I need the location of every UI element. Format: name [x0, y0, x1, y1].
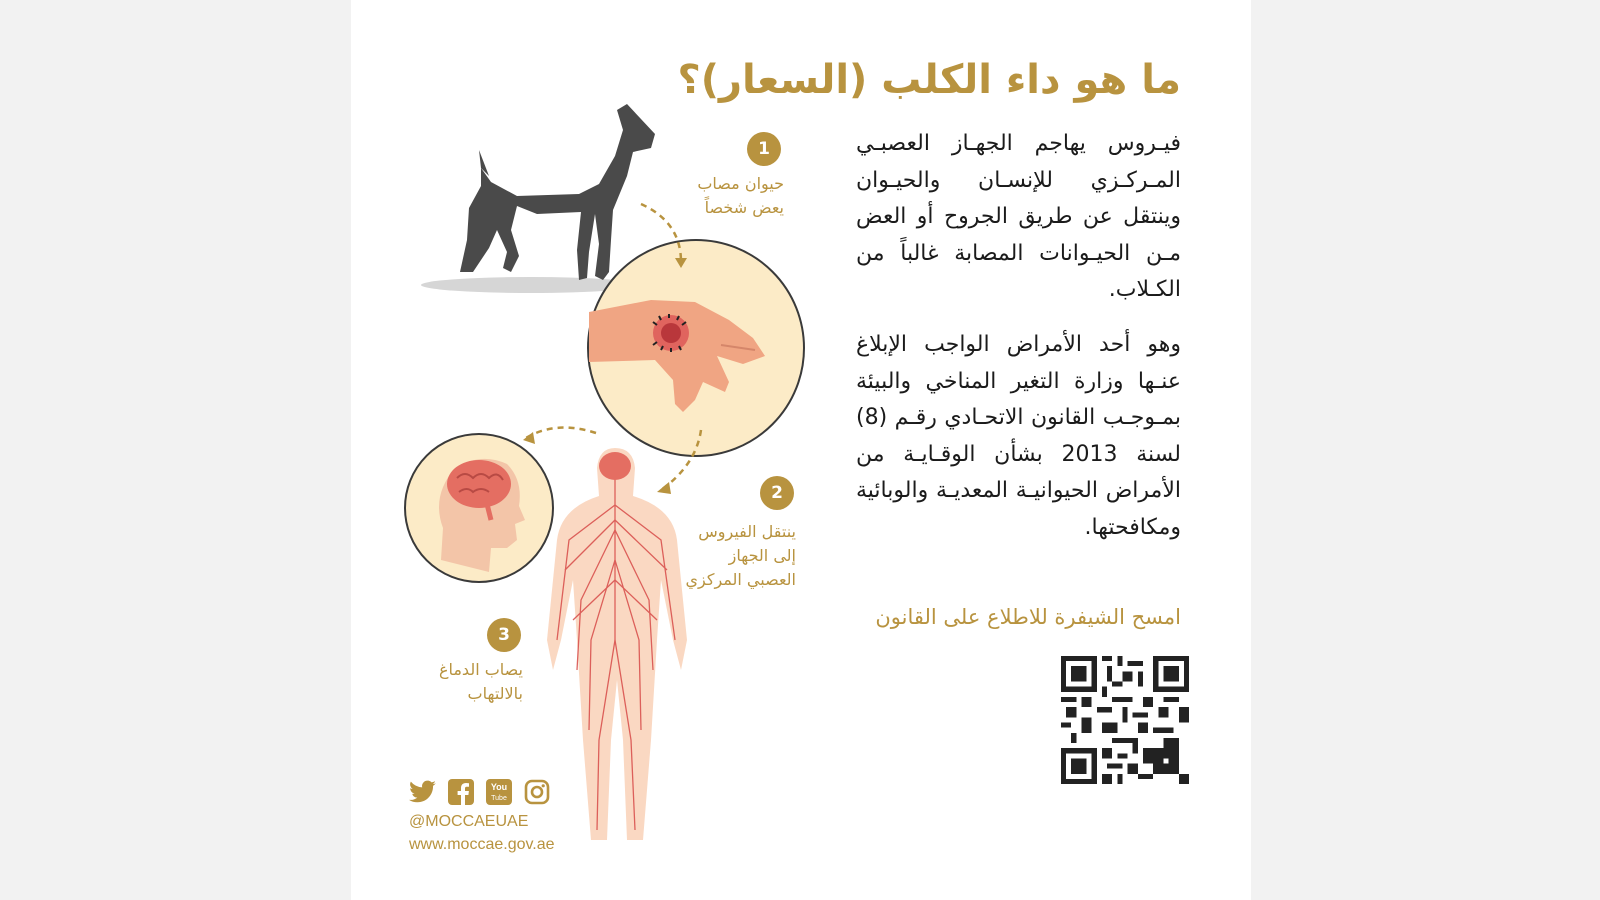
scan-qr-label: امسح الشيفرة للاطلاع على القانون: [875, 605, 1181, 629]
infographic-card: [351, 0, 1251, 900]
step-1-number: 1: [758, 139, 770, 159]
website-link[interactable]: www.moccae.gov.ae: [409, 836, 555, 853]
step-2-number: 2: [771, 483, 783, 503]
social-handle[interactable]: @MOCCAEUAE: [409, 813, 529, 830]
step-3-label: يصاب الدماغ بالالتهاب: [438, 660, 523, 703]
step-2-badge: [760, 476, 794, 510]
page-title: ما هو داء الكلب (السعار)؟: [677, 57, 1181, 103]
brain-illustration: [405, 434, 553, 582]
step-1-badge: [747, 132, 781, 166]
step-1-label: حيوان مصاب يعض شخصاً: [697, 174, 784, 217]
twitter-icon[interactable]: [409, 778, 437, 806]
svg-text:Tube: Tube: [491, 795, 507, 802]
step-3-badge: [487, 618, 521, 652]
law-reference-text: وهو أحد الأمراض الواجب الإبلاغ عنـها وزارة التغير المناخي والبيئة بمـوجـب القانون الاتحـادي رقـم (8) لسنة 2013 بشأن الوقـايـة من الأمراض الحيوانيـة المعديـة والوبائية ومكافحتها.: [856, 332, 1181, 540]
step-2-label: ينتقل الفيروس إلى الجهاز العصبي المركزي: [685, 522, 796, 589]
facebook-icon[interactable]: [447, 778, 475, 806]
bite-wound-illustration: [588, 240, 804, 456]
rabies-definition-text: فيـروس يهاجم الجهـاز العصبـي المـركـزي للإنسـان والحيـوان وينتقل عن طريق الجروح أو العض مـن الحيـوانات المصابة غالباً من الكـلاب.: [856, 131, 1181, 303]
step-3-number: 3: [498, 625, 510, 645]
dog-illustration: [421, 104, 655, 293]
social-icons: [409, 778, 551, 806]
transmission-illustration: [351, 0, 1251, 900]
instagram-icon[interactable]: [523, 778, 551, 806]
svg-text:You: You: [490, 782, 508, 792]
youtube-icon[interactable]: [485, 778, 513, 806]
nervous-system-body-illustration: [547, 448, 687, 840]
